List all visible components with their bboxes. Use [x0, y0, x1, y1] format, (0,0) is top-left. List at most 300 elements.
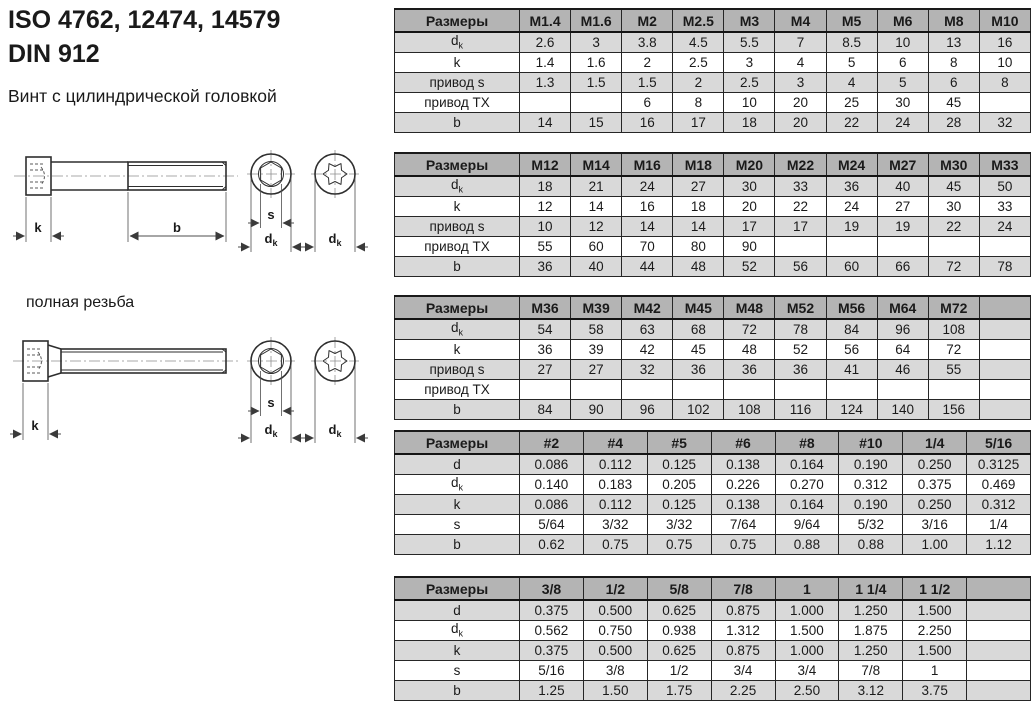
- svg-text:dk: $d_k$: [264, 231, 278, 248]
- size-column-header: 1 1/2: [903, 577, 967, 600]
- size-column-header: M2: [622, 9, 673, 32]
- value-cell: 27: [673, 176, 724, 196]
- value-cell: 108: [724, 399, 775, 419]
- size-column-header: M39: [571, 296, 622, 319]
- sizes-header-cell: Размеры: [395, 577, 520, 600]
- value-cell: 0.875: [711, 640, 775, 660]
- value-cell: 6: [928, 72, 979, 92]
- value-cell: 2: [622, 52, 673, 72]
- value-cell: 55: [520, 236, 571, 256]
- value-cell: 22: [826, 112, 877, 132]
- svg-text:s: s: [267, 207, 275, 222]
- size-column-header: 1/2: [583, 577, 647, 600]
- value-cell: 3: [724, 52, 775, 72]
- value-cell: 4.5: [673, 32, 724, 52]
- value-cell: 0.164: [775, 454, 839, 474]
- torx-end-view: [311, 150, 359, 198]
- table-metric-m12-m33: [394, 152, 1031, 277]
- value-cell: 4: [826, 72, 877, 92]
- value-cell: 1.5: [571, 72, 622, 92]
- header-row: [395, 577, 1031, 600]
- row-label: k: [395, 196, 520, 216]
- value-cell: 55: [928, 359, 979, 379]
- value-cell: 0.3125: [967, 454, 1031, 474]
- table-row: [395, 176, 1031, 196]
- value-cell: 3.12: [839, 680, 903, 700]
- value-cell: 3.75: [903, 680, 967, 700]
- value-cell: 12: [571, 216, 622, 236]
- value-cell: 60: [826, 256, 877, 276]
- value-cell: 84: [826, 319, 877, 339]
- value-cell: 36: [724, 359, 775, 379]
- value-cell: 0.88: [839, 534, 903, 554]
- table-row: [395, 92, 1031, 112]
- value-cell: 58: [571, 319, 622, 339]
- value-cell: 0.375: [520, 640, 584, 660]
- value-cell: 70: [622, 236, 673, 256]
- row-label: $d_k$: [395, 32, 520, 52]
- size-column-header: #8: [775, 431, 839, 454]
- value-cell: [724, 379, 775, 399]
- size-column-header: M5: [826, 9, 877, 32]
- screw-partial-thread-drawing: [8, 144, 388, 259]
- value-cell: 116: [775, 399, 826, 419]
- value-cell: 0.112: [583, 494, 647, 514]
- size-column-header: M1.4: [520, 9, 571, 32]
- table-row: [395, 660, 1031, 680]
- value-cell: [967, 660, 1031, 680]
- value-cell: 1.000: [775, 640, 839, 660]
- value-cell: 0.500: [583, 640, 647, 660]
- value-cell: 0.164: [775, 494, 839, 514]
- size-column-header: #6: [711, 431, 775, 454]
- value-cell: 84: [520, 399, 571, 419]
- size-column-header: M2.5: [673, 9, 724, 32]
- value-cell: 19: [877, 216, 928, 236]
- value-cell: 3/4: [775, 660, 839, 680]
- value-cell: 5.5: [724, 32, 775, 52]
- header-row: [395, 9, 1031, 32]
- value-cell: 56: [826, 339, 877, 359]
- value-cell: 1.6: [571, 52, 622, 72]
- value-cell: 1.4: [520, 52, 571, 72]
- value-cell: 1.75: [647, 680, 711, 700]
- dimension-k: [13, 197, 64, 242]
- value-cell: 78: [775, 319, 826, 339]
- value-cell: 0.270: [775, 474, 839, 494]
- screw-full-thread-drawing: [8, 328, 388, 453]
- value-cell: [979, 92, 1030, 112]
- value-cell: 24: [979, 216, 1030, 236]
- value-cell: 0.625: [647, 600, 711, 620]
- value-cell: 8.5: [826, 32, 877, 52]
- value-cell: 0.75: [583, 534, 647, 554]
- value-cell: 0.190: [839, 454, 903, 474]
- size-column-header: #10: [839, 431, 903, 454]
- sizes-header-cell: Размеры: [395, 9, 520, 32]
- value-cell: 56: [775, 256, 826, 276]
- value-cell: 1.3: [520, 72, 571, 92]
- value-cell: 3/4: [711, 660, 775, 680]
- value-cell: 5: [877, 72, 928, 92]
- sizes-header-cell: Размеры: [395, 153, 520, 176]
- value-cell: 10: [724, 92, 775, 112]
- value-cell: [967, 680, 1031, 700]
- table-row: [395, 32, 1031, 52]
- header-row: [395, 296, 1031, 319]
- row-label: привод TX: [395, 92, 520, 112]
- size-column-header: #5: [647, 431, 711, 454]
- value-cell: 63: [622, 319, 673, 339]
- value-cell: 0.138: [711, 454, 775, 474]
- sizes-header-cell: Размеры: [395, 431, 520, 454]
- value-cell: 45: [673, 339, 724, 359]
- value-cell: 28: [928, 112, 979, 132]
- value-cell: 18: [724, 112, 775, 132]
- value-cell: 6: [877, 52, 928, 72]
- value-cell: [979, 379, 1030, 399]
- metric-sizes-m12-to-m33: [394, 152, 1031, 277]
- value-cell: [928, 236, 979, 256]
- value-cell: [967, 600, 1031, 620]
- value-cell: [775, 236, 826, 256]
- value-cell: 8: [673, 92, 724, 112]
- size-column-header: M4: [775, 9, 826, 32]
- value-cell: 13: [928, 32, 979, 52]
- row-label: $d_k$: [395, 176, 520, 196]
- value-cell: 0.375: [903, 474, 967, 494]
- value-cell: [979, 236, 1030, 256]
- value-cell: 72: [928, 256, 979, 276]
- value-cell: [520, 92, 571, 112]
- value-cell: 3: [571, 32, 622, 52]
- size-column-header: 7/8: [711, 577, 775, 600]
- value-cell: 25: [826, 92, 877, 112]
- value-cell: 0.250: [903, 494, 967, 514]
- table-row: [395, 256, 1031, 276]
- value-cell: 96: [877, 319, 928, 339]
- full-thread-label: полная резьба: [26, 294, 135, 311]
- value-cell: 12: [520, 196, 571, 216]
- value-cell: 96: [622, 399, 673, 419]
- value-cell: 3.8: [622, 32, 673, 52]
- value-cell: 9/64: [775, 514, 839, 534]
- value-cell: 42: [622, 339, 673, 359]
- value-cell: 2.25: [711, 680, 775, 700]
- value-cell: 2.50: [775, 680, 839, 700]
- value-cell: [979, 339, 1030, 359]
- table-metric-m1_4-m10: [394, 8, 1031, 133]
- value-cell: 156: [928, 399, 979, 419]
- value-cell: 66: [877, 256, 928, 276]
- svg-text:k: k: [34, 220, 42, 235]
- table-row: [395, 600, 1031, 620]
- size-column-header: [979, 296, 1030, 319]
- value-cell: 0.75: [647, 534, 711, 554]
- value-cell: [571, 379, 622, 399]
- value-cell: 2.6: [520, 32, 571, 52]
- value-cell: 0.500: [583, 600, 647, 620]
- row-label: k: [395, 339, 520, 359]
- value-cell: 102: [673, 399, 724, 419]
- value-cell: 27: [877, 196, 928, 216]
- table-row: [395, 514, 1031, 534]
- value-cell: [775, 379, 826, 399]
- value-cell: 45: [928, 92, 979, 112]
- value-cell: [520, 379, 571, 399]
- value-cell: 2: [673, 72, 724, 92]
- value-cell: 4: [775, 52, 826, 72]
- value-cell: 10: [979, 52, 1030, 72]
- row-label: b: [395, 534, 520, 554]
- value-cell: 7/64: [711, 514, 775, 534]
- row-label: k: [395, 640, 520, 660]
- value-cell: 0.375: [520, 600, 584, 620]
- value-cell: 33: [979, 196, 1030, 216]
- row-label: k: [395, 52, 520, 72]
- value-cell: 7/8: [839, 660, 903, 680]
- size-column-header: M72: [928, 296, 979, 319]
- value-cell: 80: [673, 236, 724, 256]
- value-cell: 2.5: [673, 52, 724, 72]
- size-column-header: #2: [520, 431, 584, 454]
- value-cell: 72: [928, 339, 979, 359]
- metric-sizes-m1_4-to-m10: [394, 8, 1031, 133]
- value-cell: 0.62: [520, 534, 584, 554]
- size-column-header: M33: [979, 153, 1030, 176]
- row-label: d: [395, 600, 520, 620]
- svg-text:dk: $d_k$: [328, 422, 342, 439]
- value-cell: 0.086: [520, 494, 584, 514]
- value-cell: 0.205: [647, 474, 711, 494]
- table-row: [395, 72, 1031, 92]
- torx-end-view: [311, 337, 359, 385]
- value-cell: 30: [724, 176, 775, 196]
- value-cell: 17: [673, 112, 724, 132]
- value-cell: 21: [571, 176, 622, 196]
- size-column-header: M24: [826, 153, 877, 176]
- table-row: [395, 196, 1031, 216]
- row-label: b: [395, 112, 520, 132]
- size-column-header: M56: [826, 296, 877, 319]
- value-cell: 1.250: [839, 640, 903, 660]
- value-cell: 16: [622, 196, 673, 216]
- value-cell: 52: [775, 339, 826, 359]
- value-cell: 10: [520, 216, 571, 236]
- table-row: [395, 379, 1031, 399]
- value-cell: 27: [520, 359, 571, 379]
- value-cell: [571, 92, 622, 112]
- value-cell: 5/64: [520, 514, 584, 534]
- dimension-k: [10, 383, 61, 440]
- value-cell: [928, 379, 979, 399]
- row-label: привод s: [395, 359, 520, 379]
- row-label: $d_k$: [395, 620, 520, 640]
- value-cell: 39: [571, 339, 622, 359]
- value-cell: 14: [571, 196, 622, 216]
- value-cell: 1/4: [967, 514, 1031, 534]
- value-cell: 33: [775, 176, 826, 196]
- value-cell: 32: [622, 359, 673, 379]
- value-cell: 1.5: [622, 72, 673, 92]
- table-row: [395, 236, 1031, 256]
- table-row: [395, 474, 1031, 494]
- value-cell: 3/32: [647, 514, 711, 534]
- page-title: [8, 4, 280, 71]
- value-cell: 16: [979, 32, 1030, 52]
- table-imperial-3_8-1_1_2: [394, 576, 1031, 701]
- value-cell: 1.00: [903, 534, 967, 554]
- value-cell: 27: [571, 359, 622, 379]
- value-cell: 90: [724, 236, 775, 256]
- value-cell: 108: [928, 319, 979, 339]
- table-row: [395, 399, 1031, 419]
- size-column-header: 1/4: [903, 431, 967, 454]
- value-cell: 1.500: [903, 600, 967, 620]
- value-cell: 6: [622, 92, 673, 112]
- value-cell: 1.500: [903, 640, 967, 660]
- value-cell: 3/32: [583, 514, 647, 534]
- value-cell: 5/16: [520, 660, 584, 680]
- value-cell: 10: [877, 32, 928, 52]
- value-cell: 0.938: [647, 620, 711, 640]
- value-cell: 18: [673, 196, 724, 216]
- table-row: [395, 52, 1031, 72]
- value-cell: 36: [826, 176, 877, 196]
- value-cell: [622, 379, 673, 399]
- value-cell: 50: [979, 176, 1030, 196]
- row-label: d: [395, 454, 520, 474]
- value-cell: 3/8: [583, 660, 647, 680]
- header-row: [395, 431, 1031, 454]
- value-cell: 54: [520, 319, 571, 339]
- value-cell: 0.312: [967, 494, 1031, 514]
- value-cell: 36: [520, 339, 571, 359]
- size-column-header: M30: [928, 153, 979, 176]
- size-column-header: M16: [622, 153, 673, 176]
- size-column-header: M52: [775, 296, 826, 319]
- table-metric-m36-m72: [394, 295, 1031, 420]
- size-column-header: [967, 577, 1031, 600]
- value-cell: 22: [928, 216, 979, 236]
- value-cell: 1.50: [583, 680, 647, 700]
- value-cell: 1.875: [839, 620, 903, 640]
- value-cell: 17: [775, 216, 826, 236]
- value-cell: 1/2: [647, 660, 711, 680]
- value-cell: 60: [571, 236, 622, 256]
- value-cell: [826, 379, 877, 399]
- size-column-header: 3/8: [520, 577, 584, 600]
- value-cell: 45: [928, 176, 979, 196]
- value-cell: 1.500: [775, 620, 839, 640]
- value-cell: 15: [571, 112, 622, 132]
- size-column-header: M8: [928, 9, 979, 32]
- value-cell: 0.183: [583, 474, 647, 494]
- svg-text:dk: $d_k$: [328, 231, 342, 248]
- value-cell: 17: [724, 216, 775, 236]
- size-column-header: M48: [724, 296, 775, 319]
- value-cell: 20: [775, 92, 826, 112]
- value-cell: 1.25: [520, 680, 584, 700]
- value-cell: 8: [928, 52, 979, 72]
- value-cell: 3/16: [903, 514, 967, 534]
- row-label: $d_k$: [395, 474, 520, 494]
- size-column-header: M10: [979, 9, 1030, 32]
- value-cell: 124: [826, 399, 877, 419]
- row-label: b: [395, 399, 520, 419]
- value-cell: 0.086: [520, 454, 584, 474]
- value-cell: 0.562: [520, 620, 584, 640]
- svg-text:k: k: [31, 418, 39, 433]
- value-cell: 18: [520, 176, 571, 196]
- size-column-header: 1 1/4: [839, 577, 903, 600]
- value-cell: 5/32: [839, 514, 903, 534]
- value-cell: 40: [877, 176, 928, 196]
- size-column-header: M22: [775, 153, 826, 176]
- value-cell: 0.226: [711, 474, 775, 494]
- value-cell: 46: [877, 359, 928, 379]
- table-row: [395, 640, 1031, 660]
- size-column-header: M6: [877, 9, 928, 32]
- hex-socket-end-view: [247, 150, 295, 198]
- svg-text:s: s: [267, 395, 275, 410]
- size-column-header: M36: [520, 296, 571, 319]
- value-cell: 32: [979, 112, 1030, 132]
- value-cell: 44: [622, 256, 673, 276]
- value-cell: 20: [724, 196, 775, 216]
- svg-text:b: b: [173, 220, 181, 235]
- value-cell: 90: [571, 399, 622, 419]
- value-cell: [826, 236, 877, 256]
- product-name: Винт с цилиндрической головкой: [8, 86, 277, 106]
- value-cell: 0.112: [583, 454, 647, 474]
- table-row: [395, 339, 1031, 359]
- value-cell: 19: [826, 216, 877, 236]
- value-cell: 36: [775, 359, 826, 379]
- size-column-header: 5/16: [967, 431, 1031, 454]
- title-iso-standards: ISO 4762, 12474, 14579: [8, 6, 281, 34]
- table-row: [395, 359, 1031, 379]
- value-cell: 0.125: [647, 494, 711, 514]
- value-cell: [877, 236, 928, 256]
- row-label: привод s: [395, 216, 520, 236]
- size-column-header: #4: [583, 431, 647, 454]
- row-label: s: [395, 660, 520, 680]
- value-cell: 68: [673, 319, 724, 339]
- value-cell: 36: [520, 256, 571, 276]
- value-cell: 1.000: [775, 600, 839, 620]
- value-cell: [967, 620, 1031, 640]
- value-cell: 2.5: [724, 72, 775, 92]
- value-cell: 52: [724, 256, 775, 276]
- row-label: b: [395, 256, 520, 276]
- size-column-header: M42: [622, 296, 673, 319]
- value-cell: 20: [775, 112, 826, 132]
- value-cell: [979, 399, 1030, 419]
- sizes-header-cell: Размеры: [395, 296, 520, 319]
- value-cell: 1.250: [839, 600, 903, 620]
- table-row: [395, 620, 1031, 640]
- value-cell: 0.469: [967, 474, 1031, 494]
- value-cell: [967, 640, 1031, 660]
- svg-text:dk: $d_k$: [264, 422, 278, 439]
- value-cell: 14: [673, 216, 724, 236]
- table-row: [395, 454, 1031, 474]
- size-column-header: M14: [571, 153, 622, 176]
- dimension-b: [128, 192, 226, 242]
- value-cell: 40: [571, 256, 622, 276]
- table-row: [395, 494, 1031, 514]
